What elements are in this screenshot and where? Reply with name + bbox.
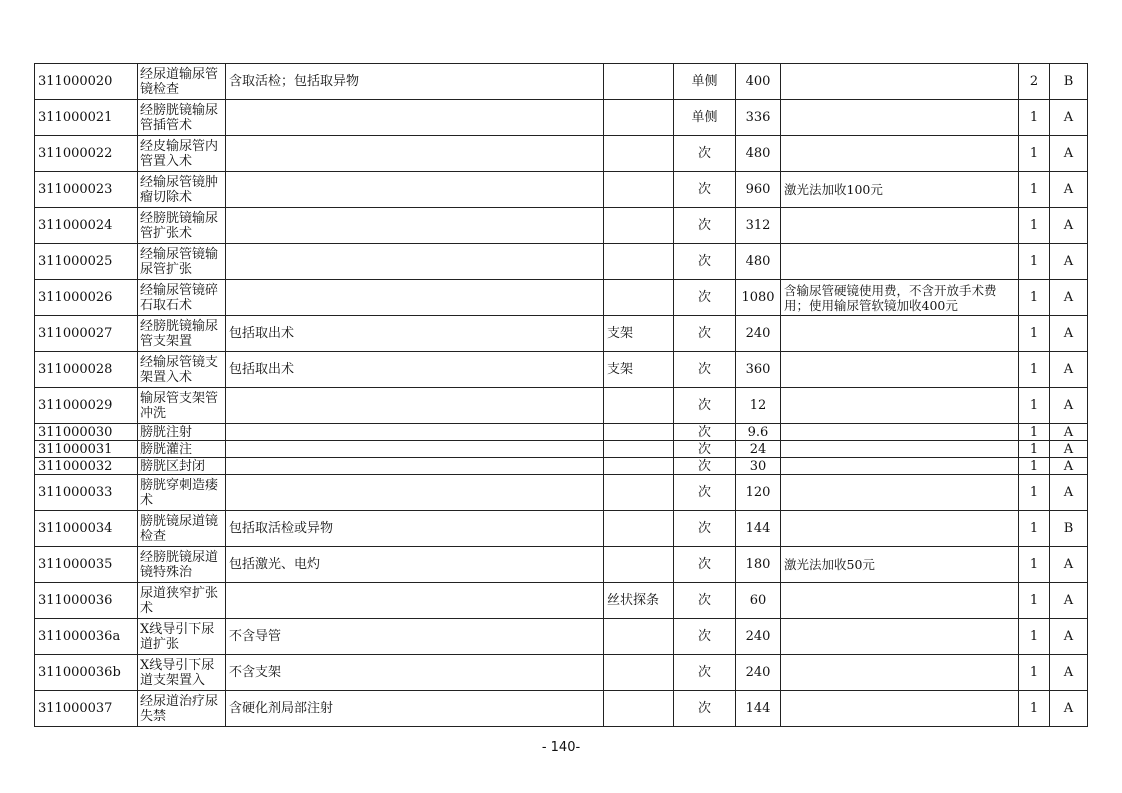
level-cell: 1 [1019,458,1050,475]
excluded-material-cell [604,511,674,547]
charge-unit-cell: 单侧 [674,100,736,136]
category-cell: A [1050,475,1088,511]
table-row [35,655,1088,691]
category-cell: A [1050,424,1088,441]
item-content-cell: 包括激光、电灼 [226,547,604,583]
item-name-cell: 经输尿管镜支架置入术 [138,352,226,388]
item-code-cell: 311000034 [35,511,138,547]
note-cell [781,136,1019,172]
excluded-material-cell [604,64,674,100]
fee-schedule-sheet [34,63,1087,727]
item-code-cell: 311000021 [35,100,138,136]
category-cell: A [1050,280,1088,316]
charge-unit-cell: 次 [674,172,736,208]
table-row [35,100,1088,136]
item-content-cell [226,458,604,475]
note-cell [781,64,1019,100]
table-row [35,441,1088,458]
note-cell [781,100,1019,136]
item-content-cell [226,388,604,424]
price-cell: 312 [736,208,781,244]
category-cell: A [1050,208,1088,244]
charge-unit-cell: 次 [674,244,736,280]
excluded-material-cell [604,424,674,441]
level-cell: 1 [1019,475,1050,511]
item-content-cell [226,208,604,244]
charge-unit-cell: 次 [674,208,736,244]
charge-unit-cell: 单侧 [674,64,736,100]
item-code-cell: 311000036b [35,655,138,691]
price-cell: 336 [736,100,781,136]
item-code-cell: 311000036 [35,583,138,619]
excluded-material-cell: 丝状探条 [604,583,674,619]
note-cell [781,691,1019,727]
category-cell: A [1050,441,1088,458]
level-cell: 1 [1019,352,1050,388]
item-name-cell: 膀胱镜尿道镜检查 [138,511,226,547]
excluded-material-cell [604,691,674,727]
level-cell: 1 [1019,583,1050,619]
charge-unit-cell: 次 [674,352,736,388]
item-name-cell: 膀胱区封闭 [138,458,226,475]
category-cell: A [1050,458,1088,475]
item-code-cell: 311000033 [35,475,138,511]
table-row [35,424,1088,441]
price-cell: 240 [736,655,781,691]
item-name-cell: 经膀胱镜输尿管插管术 [138,100,226,136]
charge-unit-cell: 次 [674,619,736,655]
item-name-cell: 经尿道输尿管镜检查 [138,64,226,100]
item-content-cell [226,280,604,316]
price-cell: 400 [736,64,781,100]
note-cell [781,475,1019,511]
item-content-cell [226,172,604,208]
item-name-cell: X线导引下尿道扩张 [138,619,226,655]
charge-unit-cell: 次 [674,280,736,316]
level-cell: 2 [1019,64,1050,100]
level-cell: 1 [1019,691,1050,727]
level-cell: 1 [1019,655,1050,691]
category-cell: A [1050,316,1088,352]
table-row [35,691,1088,727]
item-code-cell: 311000032 [35,458,138,475]
table-row [35,475,1088,511]
table-body [35,64,1088,727]
table-row [35,547,1088,583]
price-cell: 12 [736,388,781,424]
charge-unit-cell: 次 [674,547,736,583]
table-row [35,136,1088,172]
charge-unit-cell: 次 [674,441,736,458]
table-row [35,316,1088,352]
item-name-cell: 经皮输尿管内管置入术 [138,136,226,172]
note-cell: 激光法加收50元 [781,547,1019,583]
price-cell: 144 [736,691,781,727]
note-cell [781,583,1019,619]
level-cell: 1 [1019,619,1050,655]
price-cell: 9.6 [736,424,781,441]
charge-unit-cell: 次 [674,136,736,172]
price-cell: 60 [736,583,781,619]
category-cell: A [1050,583,1088,619]
charge-unit-cell: 次 [674,655,736,691]
page-number: - 140- [541,740,581,755]
excluded-material-cell [604,475,674,511]
charge-unit-cell: 次 [674,691,736,727]
table-row [35,244,1088,280]
charge-unit-cell: 次 [674,424,736,441]
item-content-cell: 含硬化剂局部注射 [226,691,604,727]
level-cell: 1 [1019,316,1050,352]
table-row [35,458,1088,475]
excluded-material-cell [604,136,674,172]
excluded-material-cell [604,172,674,208]
price-cell: 120 [736,475,781,511]
excluded-material-cell [604,388,674,424]
item-name-cell: 经输尿管镜肿瘤切除术 [138,172,226,208]
price-cell: 480 [736,244,781,280]
item-content-cell [226,441,604,458]
item-code-cell: 311000030 [35,424,138,441]
price-cell: 180 [736,547,781,583]
item-code-cell: 311000029 [35,388,138,424]
item-code-cell: 311000037 [35,691,138,727]
category-cell: A [1050,172,1088,208]
note-cell [781,316,1019,352]
item-content-cell [226,583,604,619]
level-cell: 1 [1019,280,1050,316]
category-cell: A [1050,655,1088,691]
level-cell: 1 [1019,441,1050,458]
note-cell [781,244,1019,280]
category-cell: A [1050,244,1088,280]
table-row [35,352,1088,388]
category-cell: A [1050,352,1088,388]
item-code-cell: 311000022 [35,136,138,172]
table-row [35,619,1088,655]
excluded-material-cell [604,547,674,583]
table-row [35,388,1088,424]
charge-unit-cell: 次 [674,316,736,352]
item-code-cell: 311000027 [35,316,138,352]
item-code-cell: 311000023 [35,172,138,208]
item-name-cell: X线导引下尿道支架置入 [138,655,226,691]
charge-unit-cell: 次 [674,458,736,475]
excluded-material-cell [604,280,674,316]
price-cell: 360 [736,352,781,388]
note-cell [781,424,1019,441]
excluded-material-cell: 支架 [604,352,674,388]
charge-unit-cell: 次 [674,511,736,547]
excluded-material-cell: 支架 [604,316,674,352]
item-name-cell: 经膀胱镜输尿管扩张术 [138,208,226,244]
item-content-cell: 不含导管 [226,619,604,655]
item-code-cell: 311000036a [35,619,138,655]
note-cell [781,352,1019,388]
excluded-material-cell [604,458,674,475]
fee-schedule-table [34,63,1088,727]
level-cell: 1 [1019,136,1050,172]
note-cell [781,458,1019,475]
item-content-cell: 包括取出术 [226,316,604,352]
item-name-cell: 输尿管支架管冲洗 [138,388,226,424]
item-name-cell: 经膀胱镜输尿管支架置 [138,316,226,352]
price-cell: 1080 [736,280,781,316]
category-cell: A [1050,547,1088,583]
note-cell [781,441,1019,458]
price-cell: 480 [736,136,781,172]
excluded-material-cell [604,441,674,458]
item-code-cell: 311000035 [35,547,138,583]
item-name-cell: 膀胱灌注 [138,441,226,458]
item-name-cell: 经膀胱镜尿道镜特殊治 [138,547,226,583]
item-content-cell [226,136,604,172]
item-code-cell: 311000020 [35,64,138,100]
note-cell [781,655,1019,691]
level-cell: 1 [1019,388,1050,424]
level-cell: 1 [1019,511,1050,547]
level-cell: 1 [1019,208,1050,244]
item-name-cell: 尿道狭窄扩张术 [138,583,226,619]
table-row [35,280,1088,316]
charge-unit-cell: 次 [674,583,736,619]
category-cell: B [1050,64,1088,100]
item-name-cell: 经输尿管镜碎石取石术 [138,280,226,316]
item-content-cell: 包括取出术 [226,352,604,388]
item-code-cell: 311000031 [35,441,138,458]
excluded-material-cell [604,619,674,655]
note-cell: 激光法加收100元 [781,172,1019,208]
item-name-cell: 膀胱注射 [138,424,226,441]
category-cell: A [1050,619,1088,655]
level-cell: 1 [1019,172,1050,208]
table-row [35,208,1088,244]
category-cell: A [1050,388,1088,424]
excluded-material-cell [604,244,674,280]
item-name-cell: 膀胱穿刺造瘘术 [138,475,226,511]
table-row [35,511,1088,547]
excluded-material-cell [604,208,674,244]
price-cell: 24 [736,441,781,458]
note-cell: 含输尿管硬镜使用费，不含开放手术费用；使用输尿管软镜加收400元 [781,280,1019,316]
item-content-cell [226,424,604,441]
price-cell: 240 [736,619,781,655]
note-cell [781,388,1019,424]
item-content-cell: 含取活检；包括取异物 [226,64,604,100]
price-cell: 30 [736,458,781,475]
item-code-cell: 311000028 [35,352,138,388]
table-row [35,64,1088,100]
category-cell: B [1050,511,1088,547]
charge-unit-cell: 次 [674,475,736,511]
price-cell: 144 [736,511,781,547]
note-cell [781,619,1019,655]
note-cell [781,511,1019,547]
table-row [35,172,1088,208]
price-cell: 240 [736,316,781,352]
level-cell: 1 [1019,547,1050,583]
item-content-cell: 包括取活检或异物 [226,511,604,547]
item-content-cell [226,475,604,511]
item-content-cell [226,244,604,280]
category-cell: A [1050,136,1088,172]
item-name-cell: 经尿道治疗尿失禁 [138,691,226,727]
item-name-cell: 经输尿管镜输尿管扩张 [138,244,226,280]
excluded-material-cell [604,100,674,136]
item-code-cell: 311000024 [35,208,138,244]
item-content-cell [226,100,604,136]
charge-unit-cell: 次 [674,388,736,424]
item-content-cell: 不含支架 [226,655,604,691]
item-code-cell: 311000026 [35,280,138,316]
category-cell: A [1050,100,1088,136]
level-cell: 1 [1019,244,1050,280]
level-cell: 1 [1019,100,1050,136]
level-cell: 1 [1019,424,1050,441]
note-cell [781,208,1019,244]
price-cell: 960 [736,172,781,208]
table-row [35,583,1088,619]
item-code-cell: 311000025 [35,244,138,280]
excluded-material-cell [604,655,674,691]
category-cell: A [1050,691,1088,727]
